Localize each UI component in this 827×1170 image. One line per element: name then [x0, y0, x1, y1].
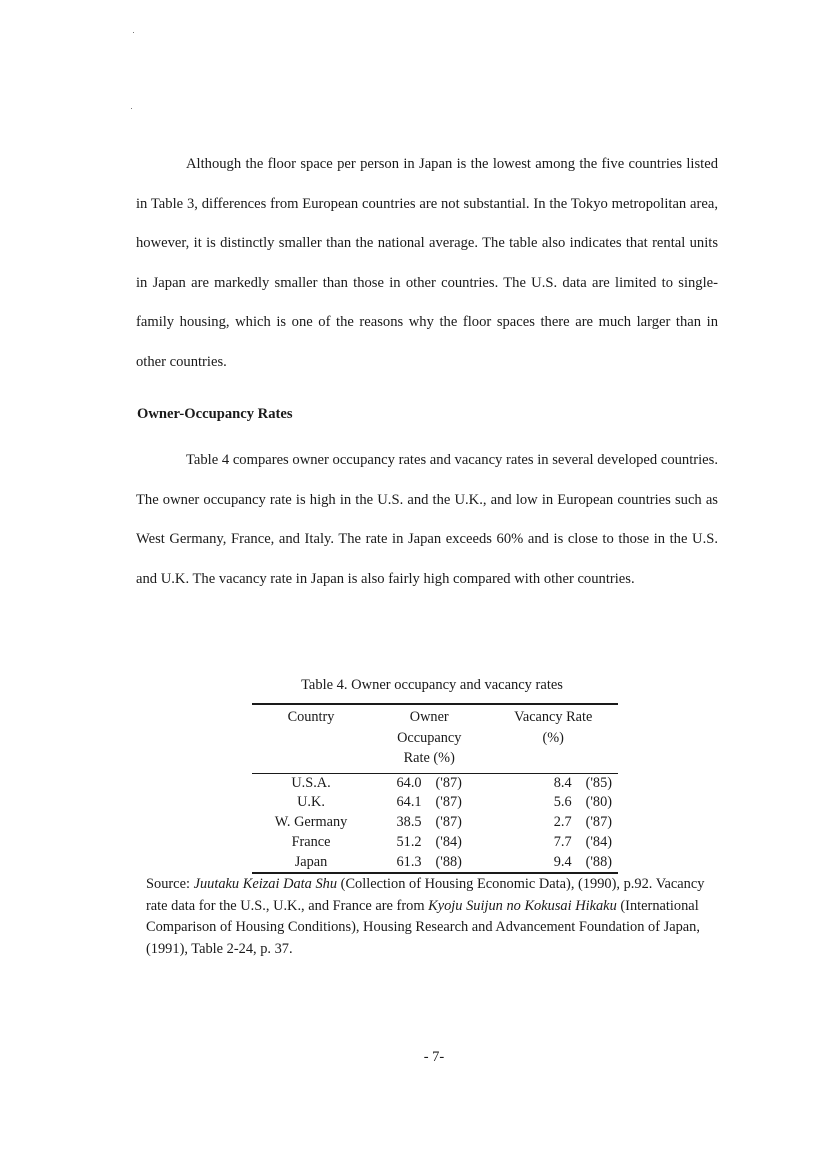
cell-vacancy-rate: 2.7 ('87) — [553, 814, 612, 831]
table-body — [252, 773, 618, 873]
cell-country: W. Germany — [274, 814, 348, 831]
table-row — [252, 813, 618, 833]
owner-vacancy-table — [252, 703, 618, 874]
source-title-1: Juutaku Keizai Data Shu — [193, 876, 338, 892]
table-header-row — [252, 704, 618, 773]
source-title-2: Kyoju Suijun no Kokusai Hikaku — [428, 897, 617, 914]
cell-owner-rate: 38.5 ('87) — [396, 814, 462, 831]
cell-country: U.K. — [297, 794, 325, 811]
table-header — [252, 704, 618, 773]
header-vacancy-rate: Vacancy Rate (%) — [488, 704, 618, 773]
cell-country: France — [291, 833, 331, 850]
table-row — [252, 833, 618, 853]
cell-owner-rate: 64.0 ('87) — [396, 774, 462, 791]
scan-speck — [133, 32, 134, 33]
cell-vacancy-rate: 7.7 ('84) — [553, 833, 612, 850]
table-row — [252, 773, 618, 793]
body-paragraph-1 — [136, 145, 718, 382]
cell-vacancy-rate: 5.6 ('80) — [553, 794, 612, 811]
cell-country: Japan — [252, 853, 370, 874]
cell-owner-rate: 61.3 ('88) — [370, 853, 488, 874]
page-number: - 7- — [423, 1049, 445, 1065]
body-paragraph-2-text: Table 4 compares owner occupancy rates and vacancy rates in several developed countries. The owner occupancy rate is high in the U.S. and the U.K., and low in European countries such as West Germany, France, and Italy. The rate in Japan exceeds 60% and is close to those in the U.S. and U.K. The vacancy rate in Japan is also fairly high compared with other countries. — [136, 452, 718, 587]
header-country: Country — [252, 704, 370, 773]
table-row — [252, 853, 618, 874]
table-caption: Table 4. Owner occupancy and vacancy rates — [301, 677, 563, 693]
cell-owner-rate: 64.1 ('87) — [396, 794, 462, 811]
body-paragraph-1-text: Although the floor space per person in Japan is the lowest among the five countries listed in Table 3, differences from European countries are not substantial. In the Tokyo metropolitan area, however, it is distinctly smaller than the national average. The table also indicates that rental units in Japan are markedly smaller than those in other countries. The U.S. data are limited to single-family housing, which is one of the reasons why the floor spaces there are much larger than in other countries. — [136, 156, 718, 370]
scan-speck — [131, 108, 132, 109]
table-source-note: Source: Juutaku Keizai Data Shu (Collection of Housing Economic Data), (1990), p.92. Vacancy rate data for the U.S., U.K., and France are from Kyoju Suijun no Kokusai Hikaku (International Comparison of Housing Conditions), Housing Research and Advancement Foundation of Japan, (1991), Table 2-24, p. 37. — [146, 876, 705, 957]
body-paragraph-2 — [136, 441, 718, 599]
cell-vacancy-rate: 9.4 ('88) — [488, 853, 618, 874]
header-owner-occupancy: Owner Occupancy Rate (%) — [370, 704, 488, 773]
section-heading: Owner-Occupancy Rates — [137, 406, 293, 422]
cell-country: U.S.A. — [291, 774, 331, 791]
table-row — [252, 793, 618, 813]
cell-owner-rate: 51.2 ('84) — [396, 833, 462, 850]
cell-vacancy-rate: 8.4 ('85) — [553, 774, 612, 791]
